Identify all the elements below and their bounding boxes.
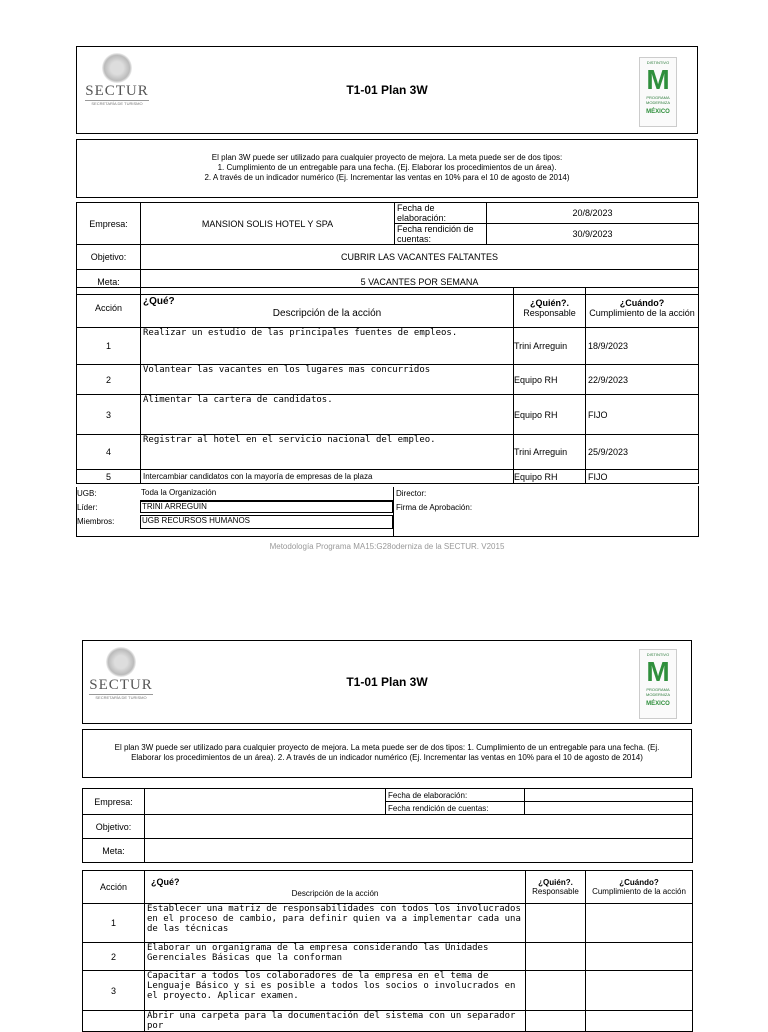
row-number: 1 (77, 328, 141, 365)
row-date[interactable] (586, 904, 693, 943)
row-date[interactable] (586, 1011, 693, 1032)
sectur-logo-text: SECTUR (85, 83, 149, 99)
meta-value[interactable]: 5 VACANTES POR SEMANA (141, 270, 699, 295)
form1-info-table (76, 202, 699, 295)
table-row (83, 904, 693, 943)
moderniza-logo-top: DISTINTIVO (646, 60, 670, 65)
row-number: 2 (83, 943, 145, 971)
firma-label: Firma de Aprobación: (396, 503, 473, 512)
row-date[interactable] (586, 943, 693, 971)
row-responsible[interactable] (526, 1011, 586, 1032)
meta-value[interactable] (145, 839, 693, 863)
accion-header: Acción (83, 871, 145, 904)
table-row (77, 470, 699, 484)
fecha-rendicion-label: Fecha rendición de cuentas: (386, 802, 525, 815)
empresa-label: Empresa: (83, 789, 145, 815)
accion-header: Acción (77, 288, 141, 328)
sectur-seal-icon (106, 647, 136, 677)
table-row (83, 971, 693, 1011)
form1-signature-block (76, 487, 698, 537)
que-header (141, 288, 514, 328)
form1-intro (76, 139, 698, 198)
row-number: 3 (83, 971, 145, 1011)
page-footer: Metodología Programa MA15:G28oderniza de la SECTUR. V2015 (269, 542, 505, 551)
fecha-rendicion-label: Fecha rendición de cuentas: (395, 224, 487, 245)
row-responsible[interactable]: Trini Arreguin (514, 435, 586, 470)
form2-action-table (82, 870, 693, 1032)
lider-value[interactable]: TRINI ARREGUIN (140, 501, 393, 513)
row-number: 4 (77, 435, 141, 470)
meta-label: Meta: (83, 839, 145, 863)
row-description[interactable]: Elaborar un organigrama de la empresa considerando las Unidades Gerenciales Básicas que la conforman (145, 943, 526, 971)
moderniza-logo-country: MÉXICO (646, 701, 670, 707)
table-row (77, 435, 699, 470)
table-row (77, 365, 699, 395)
moderniza-m-icon: M (646, 656, 670, 687)
intro-line: El plan 3W puede ser utilizado para cualquier proyecto de mejora. La meta puede ser de dos tipos: 1. Cumplimiento de un entregable para una fecha. (Ej. (114, 743, 660, 752)
sectur-logo-text: SECTUR (89, 677, 153, 693)
cuando-header (586, 871, 693, 904)
row-description[interactable]: Establecer una matriz de responsabilidades con todos los involucrados en el proceso de cambio, para definir quien va a implementar cada una de las técnicas (145, 904, 526, 943)
ugb-label: UGB: (77, 489, 97, 498)
form2-info-table (82, 788, 693, 863)
row-date[interactable]: 22/9/2023 (586, 365, 699, 395)
intro-line: Elaborar los procedimientos de un área). 2. A través de un indicador numérico (Ej. Incrementar las ventas en 10% para el 10 de agosto de 2014) (131, 753, 643, 762)
page-title: T1-01 Plan 3W (346, 675, 428, 689)
quien-header (514, 288, 586, 328)
objetivo-value[interactable] (145, 815, 693, 839)
objetivo-label: Objetivo: (83, 815, 145, 839)
fecha-elaboracion-label: Fecha de elaboración: (395, 203, 487, 224)
row-description[interactable]: Registrar al hotel en el servicio nacional del empleo. (141, 435, 514, 470)
row-number: 1 (83, 904, 145, 943)
row-responsible[interactable] (526, 904, 586, 943)
table-row (77, 328, 699, 365)
sectur-logo (89, 647, 153, 700)
moderniza-m-icon: M (646, 64, 670, 95)
row-responsible[interactable] (526, 971, 586, 1011)
sectur-seal-icon (102, 53, 132, 83)
sectur-logo (85, 53, 149, 106)
cuando-header (586, 288, 699, 328)
cumplimiento-label: Cumplimiento de la acción (589, 307, 695, 318)
row-description[interactable]: Realizar un estudio de las principales fuentes de empleos. (141, 328, 514, 365)
row-number: 3 (77, 395, 141, 435)
row-number (83, 1011, 145, 1032)
row-date[interactable] (586, 971, 693, 1011)
row-number: 2 (77, 365, 141, 395)
cuando-label: ¿Cuándo? (619, 878, 659, 887)
row-date[interactable]: FIJO (586, 395, 699, 435)
objetivo-value[interactable]: CUBRIR LAS VACANTES FALTANTES (141, 245, 699, 270)
row-responsible[interactable]: Trini Arreguin (514, 328, 586, 365)
row-description[interactable]: Alimentar la cartera de candidatos. (141, 395, 514, 435)
fecha-elaboracion-value[interactable]: 20/8/2023 (487, 203, 699, 224)
form2-header (82, 640, 692, 724)
row-description[interactable]: Volantear las vacantes en los lugares mas concurridos (141, 365, 514, 395)
divider (698, 486, 699, 537)
fecha-rendicion-value[interactable] (525, 802, 693, 815)
moderniza-logo-country: MÉXICO (646, 109, 670, 115)
quien-label: ¿Quién?. (530, 297, 569, 308)
row-responsible[interactable]: Equipo RH (514, 395, 586, 435)
row-responsible[interactable]: Equipo RH (514, 365, 586, 395)
objetivo-label: Objetivo: (77, 245, 141, 270)
empresa-value[interactable]: MANSION SOLIS HOTEL Y SPA (141, 203, 395, 245)
quien-label: ¿Quién?. (538, 878, 573, 887)
moderniza-logo-program: PROGRAMA MODERNIZA (646, 687, 670, 697)
fecha-rendicion-value[interactable]: 30/9/2023 (487, 224, 699, 245)
divider (393, 487, 394, 536)
descripcion-label: Descripción de la acción (272, 308, 382, 319)
quien-header (526, 871, 586, 904)
que-header (145, 871, 526, 904)
que-label: ¿Qué? (151, 877, 180, 887)
cuando-label: ¿Cuándo? (619, 297, 665, 308)
row-date[interactable]: 25/9/2023 (586, 435, 699, 470)
empresa-label: Empresa: (77, 203, 141, 245)
table-row (83, 1011, 693, 1032)
intro-line: 2. A través de un indicador numérico (Ej. Incrementar las ventas en 10% para el 10 de agosto de 2014) (204, 173, 570, 182)
miembros-label: Miembros: (77, 517, 115, 526)
sectur-logo-subtext: SECRETARÍA DE TURISMO (89, 694, 153, 700)
page-title: T1-01 Plan 3W (346, 83, 428, 97)
intro-line: 1. Cumplimiento de un entregable para una fecha. (Ej. Elaborar los procedimientos de un área). (217, 163, 557, 172)
table-row (83, 943, 693, 971)
cumplimiento-label: Cumplimiento de la acción (592, 887, 686, 896)
moderniza-logo-program: PROGRAMA MODERNIZA (646, 95, 670, 105)
row-description[interactable]: Intercambiar candidatos con la mayoría de empresas de la plaza (141, 470, 514, 484)
row-date[interactable]: 18/9/2023 (586, 328, 699, 365)
fecha-elaboracion-label: Fecha de elaboración: (386, 789, 525, 802)
meta-label: Meta: (77, 270, 141, 295)
row-responsible[interactable]: Equipo RH (514, 470, 586, 484)
sectur-logo-subtext: SECRETARÍA DE TURISMO (85, 100, 149, 106)
row-description[interactable]: Capacitar a todos los colaboradores de la empresa en el tema de Lenguaje Básico y si es posible a todos los socios o involucrados en el proyecto. Aplicar examen. (145, 971, 526, 1011)
miembros-value[interactable]: UGB RECURSOS HUMANOS (140, 515, 393, 529)
moderniza-logo-top: DISTINTIVO (646, 652, 670, 657)
moderniza-logo (639, 649, 677, 719)
form1-action-table (76, 287, 699, 484)
fecha-elaboracion-value[interactable] (525, 789, 693, 802)
form1-header (76, 46, 698, 134)
moderniza-logo (639, 57, 677, 127)
lider-label: Líder: (77, 503, 98, 512)
form2-intro (82, 729, 692, 778)
row-date[interactable]: FIJO (586, 470, 699, 484)
table-row (77, 395, 699, 435)
ugb-value[interactable]: Toda la Organización (140, 488, 394, 501)
responsable-label: Responsable (532, 887, 579, 896)
empresa-value[interactable] (145, 789, 386, 815)
row-number: 5 (77, 470, 141, 484)
intro-line: El plan 3W puede ser utilizado para cualquier proyecto de mejora. La meta puede ser de dos tipos: (211, 153, 563, 162)
descripcion-label: Descripción de la acción (291, 888, 379, 898)
que-label: ¿Qué? (143, 296, 175, 307)
responsable-label: Responsable (523, 307, 576, 318)
row-responsible[interactable] (526, 943, 586, 971)
row-description[interactable]: Abrir una carpeta para la documentación del sistema con un separador por (145, 1011, 526, 1032)
director-label: Director: (396, 489, 427, 498)
